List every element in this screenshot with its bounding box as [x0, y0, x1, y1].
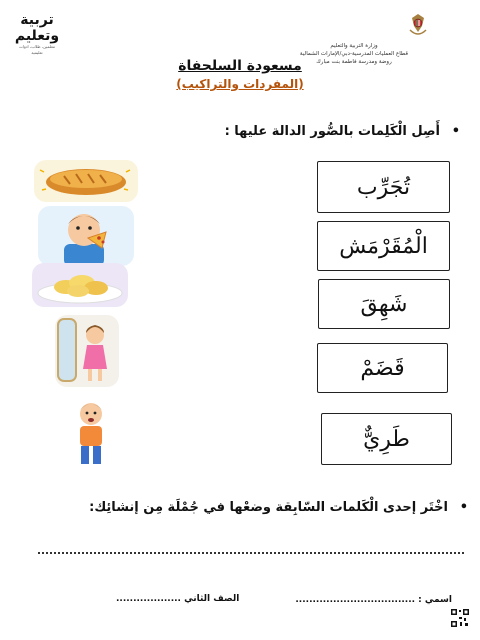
logo-tagline: معلمين، طلاب، ادوات تعليمية — [18, 44, 56, 55]
site-logo — [14, 12, 60, 56]
bread-image — [34, 160, 138, 202]
word-box-5: طَرِيٌّ — [321, 413, 452, 465]
word-box-2: الْمُقَرْمَش — [317, 221, 450, 271]
logo-line1: تربية — [20, 12, 54, 28]
qr-code-icon — [450, 608, 470, 628]
student-name-field: اسمي : ................................... — [295, 595, 452, 605]
question-1-text: أَصِل الْكَلِمات بالصُّور الدالة عليها : — [224, 124, 440, 139]
question-1 — [38, 124, 458, 139]
word-box-4: قَضَمْ — [317, 343, 448, 393]
sector-name: قطاع العمليات المدرسية-دبي/الإمارات الشمالية — [299, 51, 409, 57]
page-title: مسعودة السلحفاة — [178, 58, 302, 74]
surprised-boy-image — [70, 398, 112, 468]
question-2-text: اخْتَر إحدى الْكَلمات السّابِقة وضعْها في جُمْلَة مِن إنشائِك: — [89, 500, 448, 515]
page-subtitle: (المفردات والتراكيب) — [176, 77, 304, 91]
ministry-name: وزارة التربية والتعليم — [330, 43, 378, 49]
bullet: • — [459, 500, 468, 515]
question-2 — [26, 500, 466, 515]
girl-mirror-image — [55, 315, 119, 387]
uae-emblem-icon — [406, 12, 430, 38]
word-box-1: تُجَرِّب — [317, 161, 450, 213]
school-name: روضة ومدرسة فاطمة بنت مبارك — [316, 59, 392, 65]
boy-eating-pizza-image — [38, 206, 134, 266]
logo-line2: وتعليم — [14, 28, 60, 44]
word-box-3: شَهِقَ — [318, 279, 450, 329]
potato-chips-image — [32, 263, 128, 307]
bullet: • — [451, 124, 460, 139]
answer-line[interactable] — [38, 550, 464, 554]
grade-field: الصف الثاني ................... — [116, 594, 240, 604]
